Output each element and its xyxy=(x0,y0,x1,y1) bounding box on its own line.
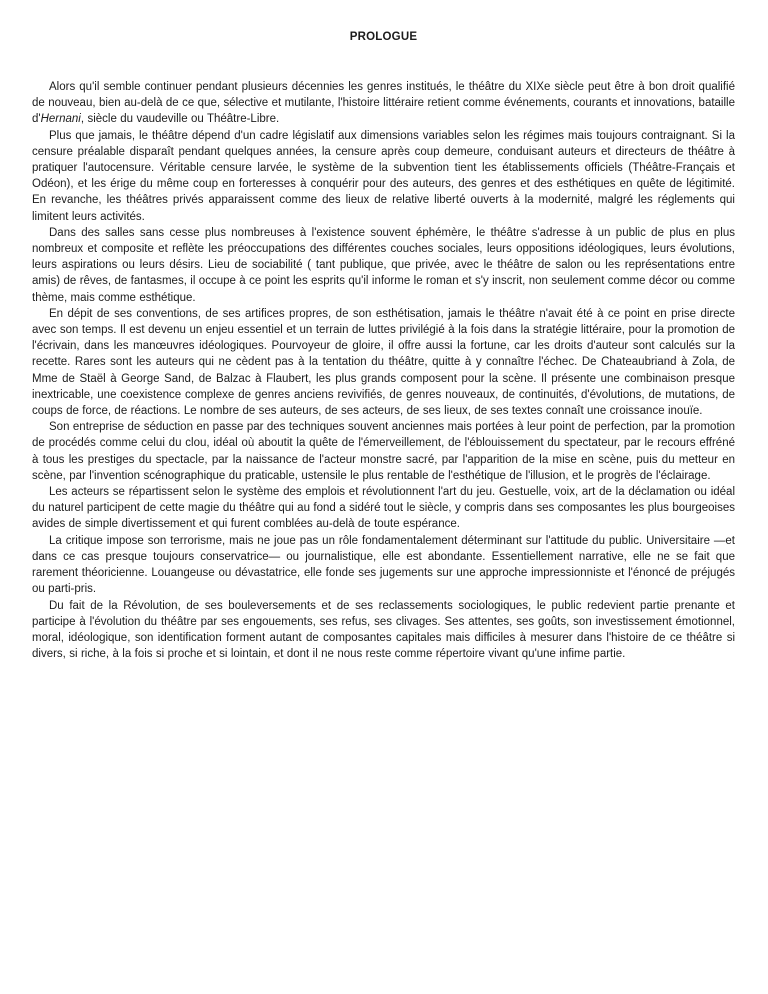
paragraph xyxy=(32,598,735,663)
text-run: Les acteurs se répartissent selon le système des emplois et révolutionnent l'art du jeu. Gestuelle, voix, art de la déclamation ou idéal du naturel participent de cette magie du théâtre qui au fond a sidéré tout le siècle, y compris dans ses composantes les plus bourgeoises avides de simple divertissement et qui furent comblées au-delà de toute espérance. xyxy=(32,486,735,531)
text-run: En dépit de ses conventions, de ses artifices propres, de son esthétisation, jamais le théâtre n'avait été à ce point en prise directe avec son temps. Il est devenu un enjeu essentiel et un terrain de luttes privilégié à la fois dans la stratégie littéraire, pour la promotion de l'écrivain, dans les manœuvres idéologiques. Pourvoyeur de gloire, il offre aussi la fortune, car les droits d'auteur sont calculés sur la recette. Rares sont les auteurs qui ne cèdent pas à la tentation du théâtre, quitte à y connaître l'échec. De Chateaubriand à Zola, de Mme de Staël à George Sand, de Balzac à Flaubert, les plus grands composent pour la scène. Il présente une combinaison presque inextricable, une coexistence complexe de genres anciens revivifiés, de genres nouveaux, de continuités, d'évolutions, de mutations, de coups de force, de réactions. Le nombre de ses auteurs, de ses acteurs, de ses lieux, de ses textes connaît une croissance inouïe. xyxy=(32,307,735,418)
paragraph xyxy=(32,128,735,225)
text-run: La critique impose son terrorisme, mais ne joue pas un rôle fondamentalement déterminant sur l'attitude du public. Universitaire —et dans ce cas presque toujours conservatrice— ou journalistique, elle est abondante. Essentiellement narrative, elle ne se fait que rarement théoricienne. Louangeuse ou dévastatrice, elle fonde ses jugements sur une approche impressionniste et l'énoncé de préjugés ou parti-pris. xyxy=(32,534,735,596)
paragraph xyxy=(32,533,735,598)
text-run: Du fait de la Révolution, de ses bouleversements et de ses reclassements sociologiques, le public redevient partie prenante et participe à l'évolution du théâtre par ses engouements, ses refus, ses clivages. Ses attentes, ses goûts, son investissement émotionnel, moral, idéologique, son identification forment autant de composantes capitales mais difficiles à mesurer dans l'histoire de ce théâtre si divers, si riche, à la fois si proche et si lointain, et dont il ne nous reste comme répertoire vivant qu'une infime partie. xyxy=(32,599,735,661)
paragraph xyxy=(32,225,735,306)
text-run: , siècle du vaudeville ou Théâtre-Libre. xyxy=(80,113,280,126)
text-run: Dans des salles sans cesse plus nombreuses à l'existence souvent éphémère, le théâtre s'adresse à un public de plus en plus nombreux et composite et reflète les préoccupations des différentes couches sociales, leurs oppositions idéologiques, leurs évolutions, leurs aspirations ou leurs désirs. Lieu de sociabilité ( tant publique, que privée, avec le théâtre de salon ou les représentations entre amis) de rêves, de fantasmes, il occupe à ce point les esprits qu'il informe le roman et s'y inscrit, non seulement comme décor ou comme thème, mais comme esthétique. xyxy=(32,226,735,304)
text-run: Son entreprise de séduction en passe par des techniques souvent anciennes mais portées à leur point de perfection, par la promotion de procédés comme celui du clou, idéal où aboutit la quête de l'émerveillement, de l'éblouissement du spectateur, par le recours effréné à tous les prestiges du spectacle, par la naissance de l'acteur monstre sacré, par l'apparition de la mise en scène, puis du metteur en scène, par l'invention scénographique du praticable, ustensile le plus rentable de l'esthétique de l'illusion, et le progrès de l'éclairage. xyxy=(32,421,735,482)
page-title: PROLOGUE xyxy=(349,31,418,43)
document-body xyxy=(32,79,735,662)
paragraph xyxy=(32,306,735,419)
text-run: Plus que jamais, le théâtre dépend d'un cadre législatif aux dimensions variables selon les régimes mais toujours contraignant. Si la censure préalable disparaît pendant quelques années, la censure après coup demeure, conduisant auteurs et directeurs de théâtre à pratiquer l'autocensure. Véritable censure larvée, le système de la subvention tient les établissements officiels (Théâtre-Français et Odéon), et les érige du même coup en forteresses à conquérir pour des auteurs, des genres et des esthétiques en quête de légitimité. En revanche, les théâtres privés apparaissent comme des lieux de relative liberté ouverts à la modernité, malgré les réglements qui limitent leurs activités. xyxy=(32,129,735,223)
paragraph xyxy=(32,484,735,533)
text-run: Alors qu'il semble continuer pendant plusieurs décennies les genres institués, le théâtre du XIXe siècle peut être à bon droit qualifié de nouveau, bien au-delà de ce que, sélective et mutilante, l'histoire littéraire retient comme événements, courants et innovations, bataille d' xyxy=(32,81,735,126)
paragraph xyxy=(32,419,735,484)
paragraph xyxy=(32,79,735,128)
italic-text-run: Hernani xyxy=(40,113,81,126)
